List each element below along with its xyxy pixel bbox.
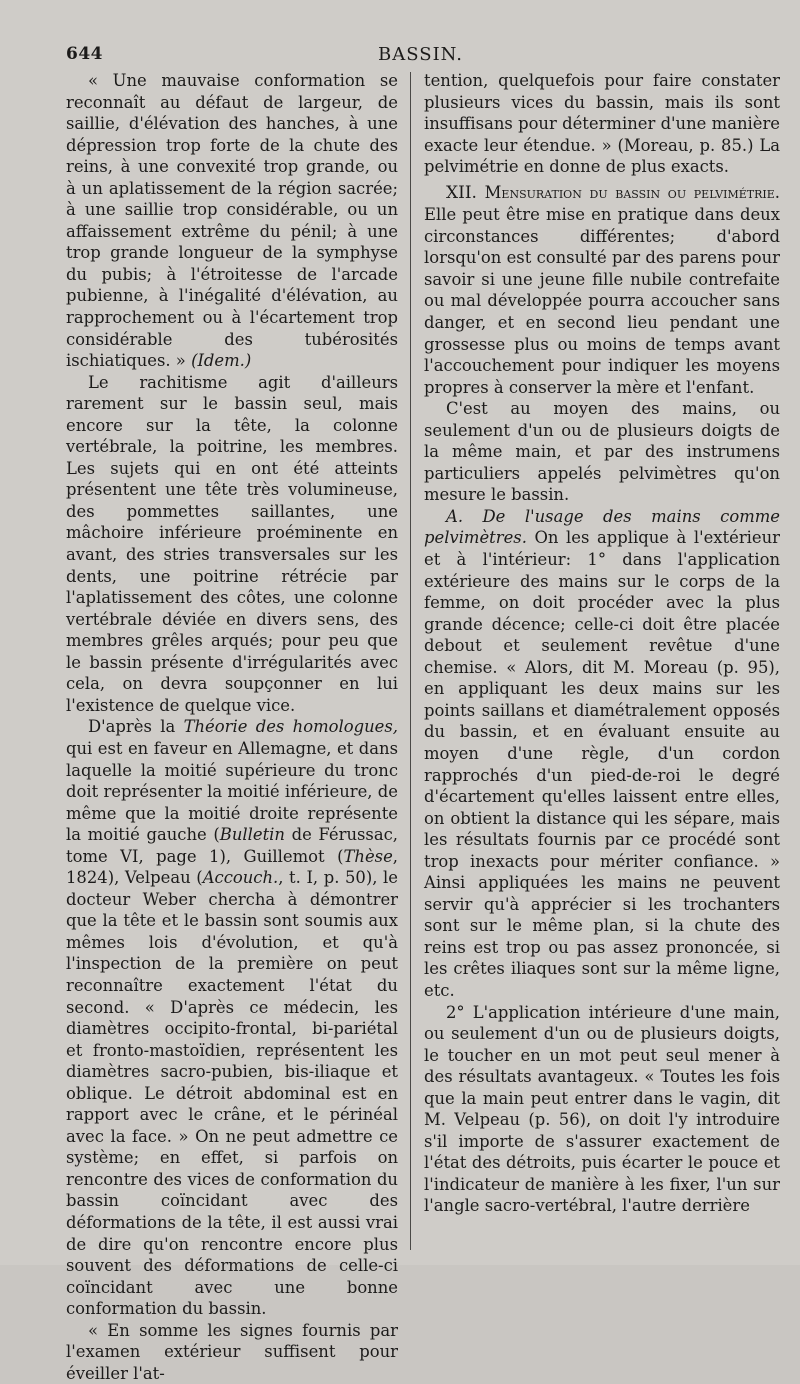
paragraph-continuation: tention, quelquefois pour faire constater plusieurs vices du bassin, mais ils sont insuffisans pour déterminer d'une manière exacte leur étendue. » (Moreau, p. 85.) La pelvimétrie en donne de plus exacts. xyxy=(424,71,780,177)
title-accouch: Accouch. xyxy=(202,868,279,888)
page-header xyxy=(66,44,772,68)
paragraph-application-interieure: 2° L'application intérieure d'une main, ou seulement d'un ou de plusieurs doigts, le toucher en un mot peut seul mener à des résultats avantageux. « Toutes les fois que la main peut entrer dans le vagin, dit M. Velpeau (p. 56), on doit l'y introduire s'il importe de s'assurer exactement de l'état des détroits, puis écarter le pouce et l'indicateur de manière à les fixer, l'un sur l'angle sacro-vertébral, l'autre derrière xyxy=(424,1002,780,1216)
left-column xyxy=(66,70,398,1384)
reference-idem: (Idem.) xyxy=(191,351,252,371)
sub-heading: A. De l'usage des mains comme pelvimètres. xyxy=(424,506,780,548)
paragraph-quote-conformation: « Une mauvaise conformation se reconnaît au défaut de largeur, de saillie, d'élévation des hanches, à une dépression trop forte de la chute des reins, à une convexité trop grande, ou à un aplatissement de la région sacrée; à une saillie trop considérable, ou un affaissement extrême du pénil; à une trop grande longueur de la symphyse du pubis; à l'étroitesse de l'arcade pubienne, à l'inégalité d'élévation, au rapprochement ou à l'écartement trop considérable des tubérosités ischiatiques. » (Idem.) xyxy=(66,71,398,371)
title-these: Thèse xyxy=(343,846,393,866)
title-theorie: Théorie des homologues, xyxy=(183,717,398,737)
section-title: Mensuration du bassin ou pelvimétrie. xyxy=(484,182,780,202)
paragraph-moyen-des-mains: C'est au moyen des mains, ou seulement d'un ou de plusieurs doigts de la même main, et par des instrumens particuliers appelés pelvimètres qu'on mesure le bassin. xyxy=(424,399,780,505)
running-title: BASSIN. xyxy=(378,44,464,65)
paragraph-usage-des-mains: A. De l'usage des mains comme pelvimètres. On les applique à l'extérieur et à l'intérieur: 1° dans l'application extérieure des mains sur le corps de la femme, on doit procéder avec la plus grande décence; celle-ci doit être placée debout et seulement revêtue d'une chemise. « Alors, dit M. Moreau (p. 95), en appliquant les deux mains sur les points saillans et diamétralement opposés du bassin, et en évaluant ensuite au moyen d'une règle, d'un cordon rapprochés d'un pied-de-roi le degré d'écartement qu'elles laissent entre elles, on obtient la distance qui les sépare, mais les résultats fournis par ce procédé sont trop inexacts pour mériter confiance. » Ainsi appliquées les mains ne peuvent servir qu'à apprécier si les trochanters sont sur le même plan, si la chute des reins est trop ou pas assez prononcée, si les crêtes iliaques sont sur la même ligne, etc. xyxy=(424,506,780,1000)
title-bulletin: Bulletin xyxy=(219,825,285,845)
section-number: XII. xyxy=(446,182,477,203)
page-number: 644 xyxy=(66,44,103,64)
paragraph-homologues: D'après la Théorie des homologues, qui est en faveur en Allemagne, et dans laquelle la moitié supérieure du tronc doit représenter la moitié inférieure, de même que la moitié droite représente la moitié gauche (Bulletin de Férussac, tome VI, page 1), Guillemot (Thèse, 1824), Velpeau (Accouch., t. I, p. 50), le docteur Weber chercha à démontrer que la tête et le bassin sont soumis aux mêmes lois d'évolution, et qu'à l'inspection de la première on peut reconnaître exactement l'état du second. « D'après ce médecin, les diamètres occipito-frontal, bi-pariétal et fronto-mastoïdien, représentent les diamètres sacro-pubien, bis-iliaque et oblique. Le détroit abdominal est en rapport avec le crâne, et le périnéal avec la face. » On ne peut admettre ce système; en effet, si parfois on rencontre des vices de conformation du bassin coïncidant avec des déformations de la tête, il est aussi vrai de dire qu'on rencontre encore plus souvent des déformations de celle-ci coïncidant avec une bonne conformation du bassin. xyxy=(66,717,398,1319)
column-divider xyxy=(410,72,411,1250)
right-column xyxy=(424,70,780,1217)
paragraph-rachitisme: Le rachitisme agit d'ailleurs rarement sur le bassin seul, mais encore sur la tête, la colonne vertébrale, la poitrine, les membres. Les sujets qui en ont été atteints présentent une tête très volumineuse, des pommettes saillantes, une mâchoire inférieure proéminente en avant, des stries transversales sur les dents, une poitrine rétrécie par l'aplatissement des côtes, une colonne vertébrale déviée en divers sens, des membres grêles arqués; pour peu que le bassin présente d'irrégularités avec cela, on devra soupçonner en lui l'existence de quelque vice. xyxy=(66,372,398,715)
paragraph-en-somme: « En somme les signes fournis par l'examen extérieur suffisent pour éveiller l'at- xyxy=(66,1320,398,1383)
section-xii: XII. Mensuration du bassin ou pelvimétrie. Elle peut être mise en pratique dans deux circonstances différentes; d'abord lorsqu'on est consulté par des parens pour savoir si une jeune fille nubile contrefaite ou mal développée pourra accoucher sans danger, et en second lieu pendant une grossesse plus ou moins de temps avant l'accouchement pour indiquer les moyens propres à conserver la mère et l'enfant. xyxy=(424,182,780,397)
